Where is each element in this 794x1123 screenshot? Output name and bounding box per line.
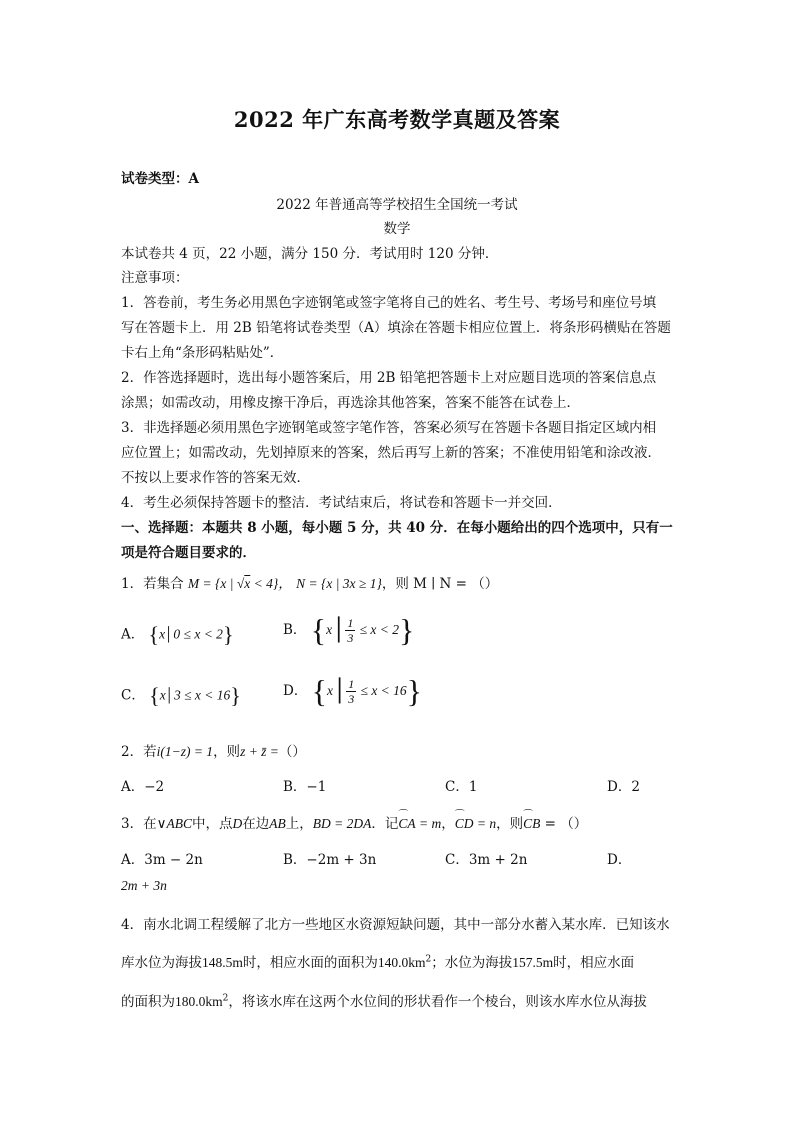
notice-line: 应位置上；如需改动，先划掉原来的答案，然后再写上新的答案；不准使用铅笔和涂改液． <box>121 445 661 461</box>
question-1-stem <box>121 572 498 592</box>
q3-option-a: A．3m − 2n <box>121 852 203 868</box>
notice-line: 3．非选择题必须用黑色字迹钢笔或签字笔作答，答案必须写在答题卡各题目指定区域内相 <box>121 420 657 436</box>
q3-option-d: D． <box>607 852 632 868</box>
question-3-stem: 3．在∨ABC中，点D在边AB上，BD = 2DA．记⌒ CA = m，⌒ CD = n，则⌒ CB = （） <box>121 812 587 832</box>
q1-prefix: 1．若集合 <box>121 576 188 592</box>
section-heading: 一、选择题：本题共 8 小题，每小题 5 分，共 40 分．在每小题给出的四个选项中，只有一 <box>121 520 673 536</box>
paper-type: 试卷类型：A <box>121 171 199 187</box>
document-title: 2022 年广东高考数学真题及答案 <box>233 107 561 132</box>
exam-summary: 本试卷共 4 页，22 小题，满分 150 分．考试用时 120 分钟． <box>121 246 499 262</box>
q1-n-def: N = {x | 3x ≥ 1} <box>296 576 382 591</box>
q1-m-tail: < 4}， <box>250 576 292 591</box>
q1-option-d: D． {x│ $\frac{1}{3}$ ≤ x < 16} <box>283 673 423 709</box>
exam-name: 2022 年普通高等学校招生全国统一考试 <box>276 197 518 213</box>
q2-option-b: B．−1 <box>283 779 327 795</box>
notice-line: 写在答题卡上．用 2B 铅笔将试卷类型（A）填涂在答题卡相应位置上．将条形码横贴在答题 <box>121 320 671 336</box>
question-2-stem: 2．若i(1−z) = 1，则z + z̄ =（） <box>121 744 306 760</box>
notice-line: 1．答卷前，考生务必用黑色字迹钢笔或签字笔将自己的姓名、考生号、考场号和座位号填 <box>121 295 657 311</box>
q2-option-a: A．−2 <box>121 779 165 795</box>
q1-option-a: A． {x│0 ≤ x < 2} <box>121 622 234 647</box>
q2-option-d: D．2 <box>607 779 640 795</box>
notice-heading: 注意事项： <box>121 270 189 286</box>
q1-tail: ，则 M ∣ N = （） <box>381 576 499 592</box>
question-4-line-2: 库水位为海拔148.5m时，相应水面的面积为$140.0km^2$；水位为海拔157.5m时，相应水面 <box>121 954 635 971</box>
notice-line: 卡右上角“条形码粘贴处”． <box>121 345 284 361</box>
q3-option-d-content: 2m + 3n <box>121 878 167 893</box>
question-4-line-1: 4．南水北调工程缓解了北方一些地区水资源短缺问题，其中一部分水蓄入某水库．已知该水 <box>121 917 670 933</box>
subject: 数学 <box>383 221 411 237</box>
q2-option-c: C．1 <box>445 779 478 795</box>
q1-option-c: C． {x│3 ≤ x < 16} <box>121 683 241 708</box>
q3-option-b: B．−2m + 3n <box>283 852 377 868</box>
notice-line: 4．考生必须保持答题卡的整洁．考试结束后，将试卷和答题卡一并交回． <box>121 495 562 511</box>
section-heading-cont: 项是符合题目要求的． <box>121 545 256 561</box>
q1-m-def: M = {x | <box>187 576 237 591</box>
q1-option-b: B． {x│ $\frac{1}{3}$ ≤ x < 2} <box>283 612 415 648</box>
notice-line: 2．作答选择题时，选出每小题答案后，用 2B 铅笔把答题卡上对应题目选项的答案信息点 <box>121 370 657 386</box>
question-4-line-3: 的面积为$180.0km^2$，将该水库在这两个水位间的形状看作一个棱台，则该水库水位从海拔 <box>121 993 647 1010</box>
notice-line: 涂黑；如需改动，用橡皮擦干净后，再选涂其他答案，答案不能答在试卷上． <box>121 395 580 411</box>
notice-line: 不按以上要求作答的答案无效． <box>121 470 310 486</box>
q3-option-c: C．3m + 2n <box>445 852 528 868</box>
q1-sqrt: √x <box>236 576 251 591</box>
